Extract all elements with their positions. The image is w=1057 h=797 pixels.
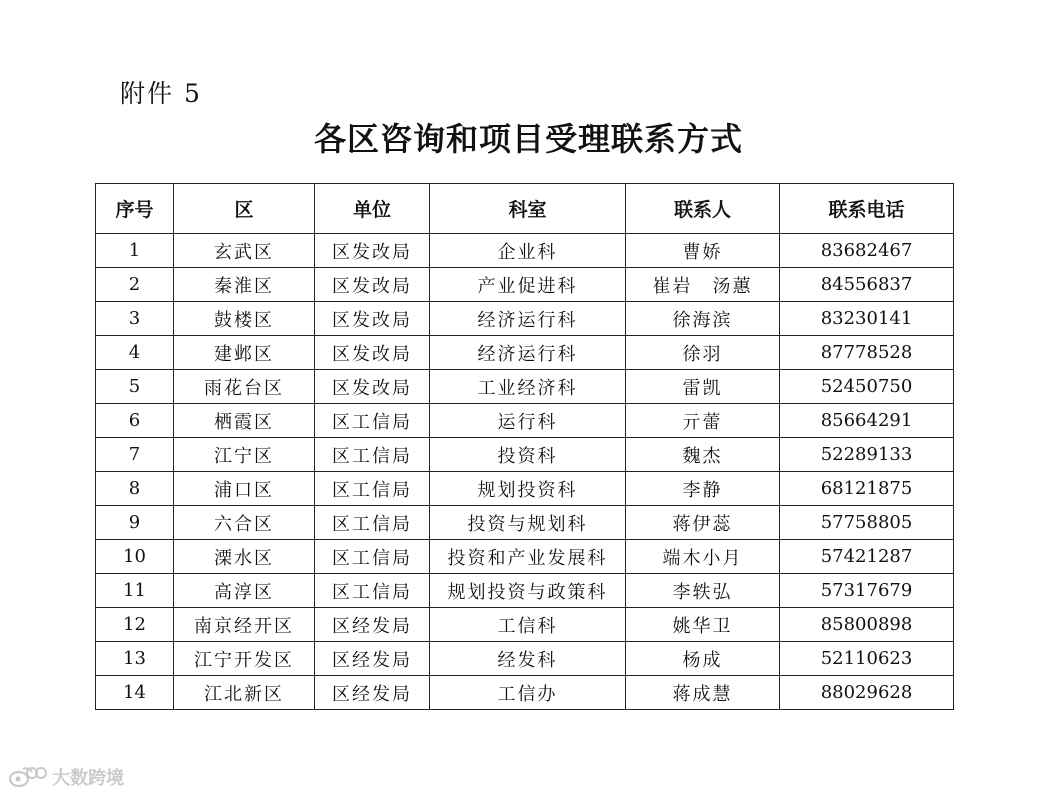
cell-phone: 57421287 — [780, 540, 954, 574]
cell-contact-person: 蒋成慧 — [626, 676, 780, 710]
cell-phone: 85664291 — [780, 404, 954, 438]
cell-index: 14 — [96, 676, 174, 710]
cell-unit: 区工信局 — [315, 506, 430, 540]
weibo-logo-icon — [8, 764, 48, 790]
cell-index: 11 — [96, 574, 174, 608]
cell-contact-person: 徐海滨 — [626, 302, 780, 336]
cell-index: 9 — [96, 506, 174, 540]
cell-department: 产业促进科 — [430, 268, 626, 302]
cell-unit: 区工信局 — [315, 540, 430, 574]
header-district: 区 — [174, 184, 315, 234]
table-row — [96, 370, 954, 404]
cell-department: 规划投资科 — [430, 472, 626, 506]
cell-department: 工信科 — [430, 608, 626, 642]
cell-contact-person: 曹娇 — [626, 234, 780, 268]
cell-district: 浦口区 — [174, 472, 315, 506]
table-row — [96, 472, 954, 506]
table-row — [96, 268, 954, 302]
cell-contact-person: 杨成 — [626, 642, 780, 676]
watermark — [8, 764, 124, 790]
cell-district: 高淳区 — [174, 574, 315, 608]
cell-contact-person: 端木小月 — [626, 540, 780, 574]
cell-phone: 52110623 — [780, 642, 954, 676]
cell-unit: 区发改局 — [315, 302, 430, 336]
cell-phone: 68121875 — [780, 472, 954, 506]
table-row — [96, 676, 954, 710]
cell-unit: 区发改局 — [315, 336, 430, 370]
cell-district: 建邺区 — [174, 336, 315, 370]
contact-table — [95, 183, 954, 710]
cell-phone: 57758805 — [780, 506, 954, 540]
cell-contact-person: 李静 — [626, 472, 780, 506]
cell-contact-person: 亓蕾 — [626, 404, 780, 438]
cell-district: 江宁区 — [174, 438, 315, 472]
cell-district: 雨花台区 — [174, 370, 315, 404]
cell-district: 六合区 — [174, 506, 315, 540]
cell-phone: 84556837 — [780, 268, 954, 302]
cell-district: 玄武区 — [174, 234, 315, 268]
table-row — [96, 336, 954, 370]
table-body — [96, 234, 954, 710]
watermark-text: 大数跨境 — [52, 768, 124, 789]
cell-department: 规划投资与政策科 — [430, 574, 626, 608]
cell-department: 投资和产业发展科 — [430, 540, 626, 574]
cell-phone: 52450750 — [780, 370, 954, 404]
table-row — [96, 574, 954, 608]
cell-district: 溧水区 — [174, 540, 315, 574]
cell-contact-person: 姚华卫 — [626, 608, 780, 642]
cell-district: 秦淮区 — [174, 268, 315, 302]
cell-contact-person: 雷凯 — [626, 370, 780, 404]
cell-department: 投资科 — [430, 438, 626, 472]
cell-unit: 区经发局 — [315, 676, 430, 710]
cell-index: 3 — [96, 302, 174, 336]
cell-unit: 区发改局 — [315, 268, 430, 302]
cell-unit: 区经发局 — [315, 608, 430, 642]
cell-unit: 区工信局 — [315, 574, 430, 608]
cell-index: 6 — [96, 404, 174, 438]
cell-department: 工业经济科 — [430, 370, 626, 404]
cell-contact-person: 李轶弘 — [626, 574, 780, 608]
cell-index: 10 — [96, 540, 174, 574]
cell-unit: 区工信局 — [315, 404, 430, 438]
cell-phone: 85800898 — [780, 608, 954, 642]
cell-contact-person: 徐羽 — [626, 336, 780, 370]
header-phone: 联系电话 — [780, 184, 954, 234]
cell-index: 1 — [96, 234, 174, 268]
cell-index: 7 — [96, 438, 174, 472]
cell-district: 南京经开区 — [174, 608, 315, 642]
cell-department: 经济运行科 — [430, 336, 626, 370]
cell-department: 企业科 — [430, 234, 626, 268]
cell-unit: 区发改局 — [315, 234, 430, 268]
cell-department: 工信办 — [430, 676, 626, 710]
cell-district: 栖霞区 — [174, 404, 315, 438]
table-row — [96, 642, 954, 676]
header-index: 序号 — [96, 184, 174, 234]
cell-phone: 52289133 — [780, 438, 954, 472]
cell-department: 经发科 — [430, 642, 626, 676]
cell-phone: 83230141 — [780, 302, 954, 336]
cell-district: 鼓楼区 — [174, 302, 315, 336]
table-row — [96, 438, 954, 472]
table-row — [96, 302, 954, 336]
cell-unit: 区发改局 — [315, 370, 430, 404]
cell-index: 5 — [96, 370, 174, 404]
cell-index: 2 — [96, 268, 174, 302]
cell-department: 投资与规划科 — [430, 506, 626, 540]
cell-phone: 88029628 — [780, 676, 954, 710]
table-row — [96, 234, 954, 268]
cell-department: 运行科 — [430, 404, 626, 438]
cell-index: 13 — [96, 642, 174, 676]
cell-unit: 区工信局 — [315, 438, 430, 472]
cell-contact-person: 蒋伊蕊 — [626, 506, 780, 540]
table-header — [96, 184, 954, 234]
cell-contact-person: 崔岩 汤蕙 — [626, 268, 780, 302]
cell-unit: 区经发局 — [315, 642, 430, 676]
cell-department: 经济运行科 — [430, 302, 626, 336]
cell-unit: 区工信局 — [315, 472, 430, 506]
table-row — [96, 540, 954, 574]
table-row — [96, 608, 954, 642]
page-title: 各区咨询和项目受理联系方式 — [313, 120, 743, 158]
cell-index: 8 — [96, 472, 174, 506]
cell-phone: 87778528 — [780, 336, 954, 370]
header-unit: 单位 — [315, 184, 430, 234]
cell-district: 江宁开发区 — [174, 642, 315, 676]
header-contact-person: 联系人 — [626, 184, 780, 234]
cell-phone: 57317679 — [780, 574, 954, 608]
cell-index: 4 — [96, 336, 174, 370]
cell-index: 12 — [96, 608, 174, 642]
header-row — [96, 184, 954, 234]
header-department: 科室 — [430, 184, 626, 234]
table-row — [96, 404, 954, 438]
cell-contact-person: 魏杰 — [626, 438, 780, 472]
cell-phone: 83682467 — [780, 234, 954, 268]
cell-district: 江北新区 — [174, 676, 315, 710]
attachment-label: 附件 5 — [120, 79, 202, 108]
table-row — [96, 506, 954, 540]
